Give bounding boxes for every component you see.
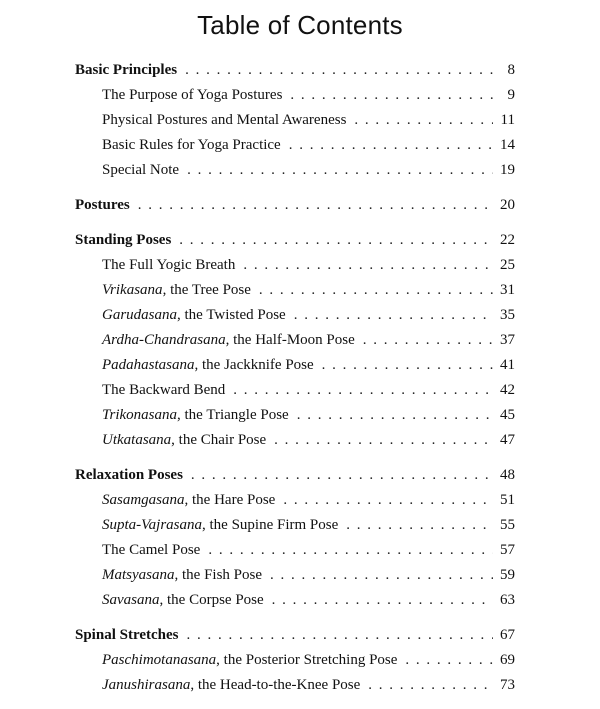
dot-leader: [179, 228, 493, 253]
toc-page-number: 55: [500, 517, 515, 533]
toc-entry[interactable]: [75, 328, 515, 353]
toc-entry[interactable]: [75, 563, 515, 588]
toc-entry-label: [102, 588, 264, 613]
toc-section-heading[interactable]: [75, 463, 515, 488]
toc-section: [75, 58, 515, 183]
toc-page-number: 67: [500, 627, 515, 643]
toc-entry-sanskrit-name: Padahastasana: [102, 357, 195, 373]
dot-leader: [191, 463, 493, 488]
toc-section-label: Basic Principles: [75, 62, 178, 78]
toc-entry[interactable]: [75, 403, 515, 428]
toc-entry-text: , the Jackknife Pose: [194, 357, 314, 373]
toc-entry-label: [102, 133, 281, 158]
toc-entry[interactable]: [75, 278, 515, 303]
toc-entry-text: , the Half-Moon Pose: [225, 332, 355, 348]
toc-entry-label: [102, 428, 266, 453]
toc-entry-sanskrit-name: Paschimotanasana: [102, 652, 217, 668]
dot-leader: [346, 513, 493, 538]
dot-leader: [368, 673, 493, 698]
toc-page-number: 45: [500, 407, 515, 423]
dot-leader: [186, 623, 493, 648]
dot-leader: [294, 303, 493, 328]
dot-leader: [363, 328, 493, 353]
toc-entry-label: [102, 513, 338, 538]
toc-section-label: Relaxation Poses: [75, 467, 183, 483]
toc-page-number: 41: [500, 357, 515, 373]
toc-entry[interactable]: [75, 158, 515, 183]
toc-entry-sanskrit-name: Trikonasana: [102, 407, 178, 423]
toc-entry-label: [102, 648, 397, 673]
dot-leader: [354, 108, 493, 133]
toc-page-number: 69: [500, 652, 515, 668]
toc-page-number: 37: [500, 332, 515, 348]
toc-entry[interactable]: [75, 538, 515, 563]
toc-section: [75, 228, 515, 453]
toc-page-number: 31: [500, 282, 515, 298]
toc-page-number: 22: [500, 232, 515, 248]
toc-entry[interactable]: [75, 133, 515, 158]
toc-entry-sanskrit-name: Sasamgasana: [102, 492, 185, 508]
toc-entry-label: [102, 353, 314, 378]
toc-entry[interactable]: [75, 353, 515, 378]
toc-entry-label: [102, 538, 200, 563]
toc-entry-label: [102, 278, 251, 303]
toc-entry[interactable]: [75, 378, 515, 403]
toc-page-number: 14: [500, 137, 515, 153]
toc-page-number: 35: [500, 307, 515, 323]
toc-entry-label: [102, 328, 355, 353]
toc-page-number: 19: [500, 162, 515, 178]
toc-entry[interactable]: [75, 648, 515, 673]
toc-entry-sanskrit-name: Ardha-Chandrasana: [102, 332, 226, 348]
toc-entry-label: [102, 303, 286, 328]
dot-leader: [290, 83, 493, 108]
toc-section-label: Standing Poses: [75, 232, 172, 248]
dot-leader: [270, 563, 493, 588]
toc-entry-text: , the Fish Pose: [174, 567, 263, 583]
toc-page-number: 51: [500, 492, 515, 508]
dot-leader: [272, 588, 493, 613]
toc-page-number: 73: [500, 677, 515, 693]
toc-page-number: 25: [500, 257, 515, 273]
toc-page-number: 8: [507, 62, 515, 78]
toc-section-label: Spinal Stretches: [75, 627, 179, 643]
toc-entry-text: , the Corpse Pose: [159, 592, 264, 608]
toc-entry-text: , the Twisted Pose: [177, 307, 286, 323]
toc-entry[interactable]: [75, 253, 515, 278]
dot-leader: [322, 353, 493, 378]
toc-entry-sanskrit-name: Supta-Vajrasana: [102, 517, 203, 533]
toc-entry[interactable]: [75, 588, 515, 613]
dot-leader: [259, 278, 493, 303]
toc-entry-label: [102, 673, 360, 698]
toc-entry-text: Physical Postures and Mental Awareness: [102, 112, 347, 128]
toc-entry-text: Special Note: [102, 162, 180, 178]
toc-entry-text: , the Hare Pose: [184, 492, 276, 508]
toc-entry-label: [102, 158, 179, 183]
toc-section-heading[interactable]: [75, 228, 515, 253]
toc-entry[interactable]: [75, 673, 515, 698]
dot-leader: [274, 428, 493, 453]
toc-entry-label: [102, 253, 235, 278]
toc-page-number: 11: [500, 112, 515, 128]
toc-page-number: 63: [500, 592, 515, 608]
dot-leader: [243, 253, 493, 278]
toc-entry-text: The Full Yogic Breath: [102, 257, 236, 273]
toc-entry-label: [102, 378, 225, 403]
toc-entry-sanskrit-name: Vrikasana: [102, 282, 163, 298]
toc-entry-sanskrit-name: Garudasana: [102, 307, 178, 323]
dot-leader: [283, 488, 493, 513]
toc-entry-text: Basic Rules for Yoga Practice: [102, 137, 281, 153]
table-of-contents: [75, 58, 515, 708]
toc-section-heading[interactable]: [75, 58, 515, 83]
dot-leader: [187, 158, 493, 183]
toc-page-number: 47: [500, 432, 515, 448]
toc-section: [75, 463, 515, 613]
toc-entry-label: [102, 403, 289, 428]
toc-page-number: 20: [500, 197, 515, 213]
toc-entry[interactable]: [75, 513, 515, 538]
toc-entry-text: , the Posterior Stretching Pose: [216, 652, 398, 668]
toc-entry-sanskrit-name: Savasana: [102, 592, 160, 608]
toc-page-number: 48: [500, 467, 515, 483]
toc-entry[interactable]: [75, 488, 515, 513]
toc-entry[interactable]: [75, 428, 515, 453]
dot-leader: [185, 58, 493, 83]
page-title: Table of Contents: [197, 10, 403, 40]
toc-page-number: 57: [500, 542, 515, 558]
toc-entry-text: The Camel Pose: [102, 542, 201, 558]
dot-leader: [233, 378, 493, 403]
toc-entry-sanskrit-name: Matsyasana: [102, 567, 175, 583]
toc-entry-sanskrit-name: Utkatasana: [102, 432, 172, 448]
toc-entry-label: [102, 488, 275, 513]
toc-entry-text: , the Supine Firm Pose: [202, 517, 339, 533]
toc-section-heading[interactable]: [75, 193, 515, 218]
dot-leader: [405, 648, 493, 673]
dot-leader: [208, 538, 493, 563]
toc-section: [75, 623, 515, 698]
toc-entry-text: The Purpose of Yoga Postures: [102, 87, 283, 103]
toc-entry-text: , the Tree Pose: [162, 282, 251, 298]
toc-entry[interactable]: [75, 83, 515, 108]
dot-leader: [297, 403, 493, 428]
toc-section: [75, 193, 515, 218]
toc-entry-label: [102, 83, 282, 108]
toc-section-heading[interactable]: [75, 623, 515, 648]
toc-page-number: 42: [500, 382, 515, 398]
toc-entry-text: The Backward Bend: [102, 382, 226, 398]
dot-leader: [289, 133, 493, 158]
toc-entry-text: , the Chair Pose: [171, 432, 267, 448]
toc-entry-label: [102, 108, 346, 133]
toc-entry[interactable]: [75, 303, 515, 328]
toc-entry-label: [102, 563, 262, 588]
dot-leader: [138, 193, 493, 218]
toc-entry-sanskrit-name: Janushirasana: [102, 677, 191, 693]
toc-page-number: 9: [507, 87, 515, 103]
toc-entry-text: , the Head-to-the-Knee Pose: [190, 677, 361, 693]
toc-page-number: 59: [500, 567, 515, 583]
toc-entry[interactable]: [75, 108, 515, 133]
toc-section-label: Postures: [75, 197, 130, 213]
toc-entry-text: , the Triangle Pose: [177, 407, 289, 423]
